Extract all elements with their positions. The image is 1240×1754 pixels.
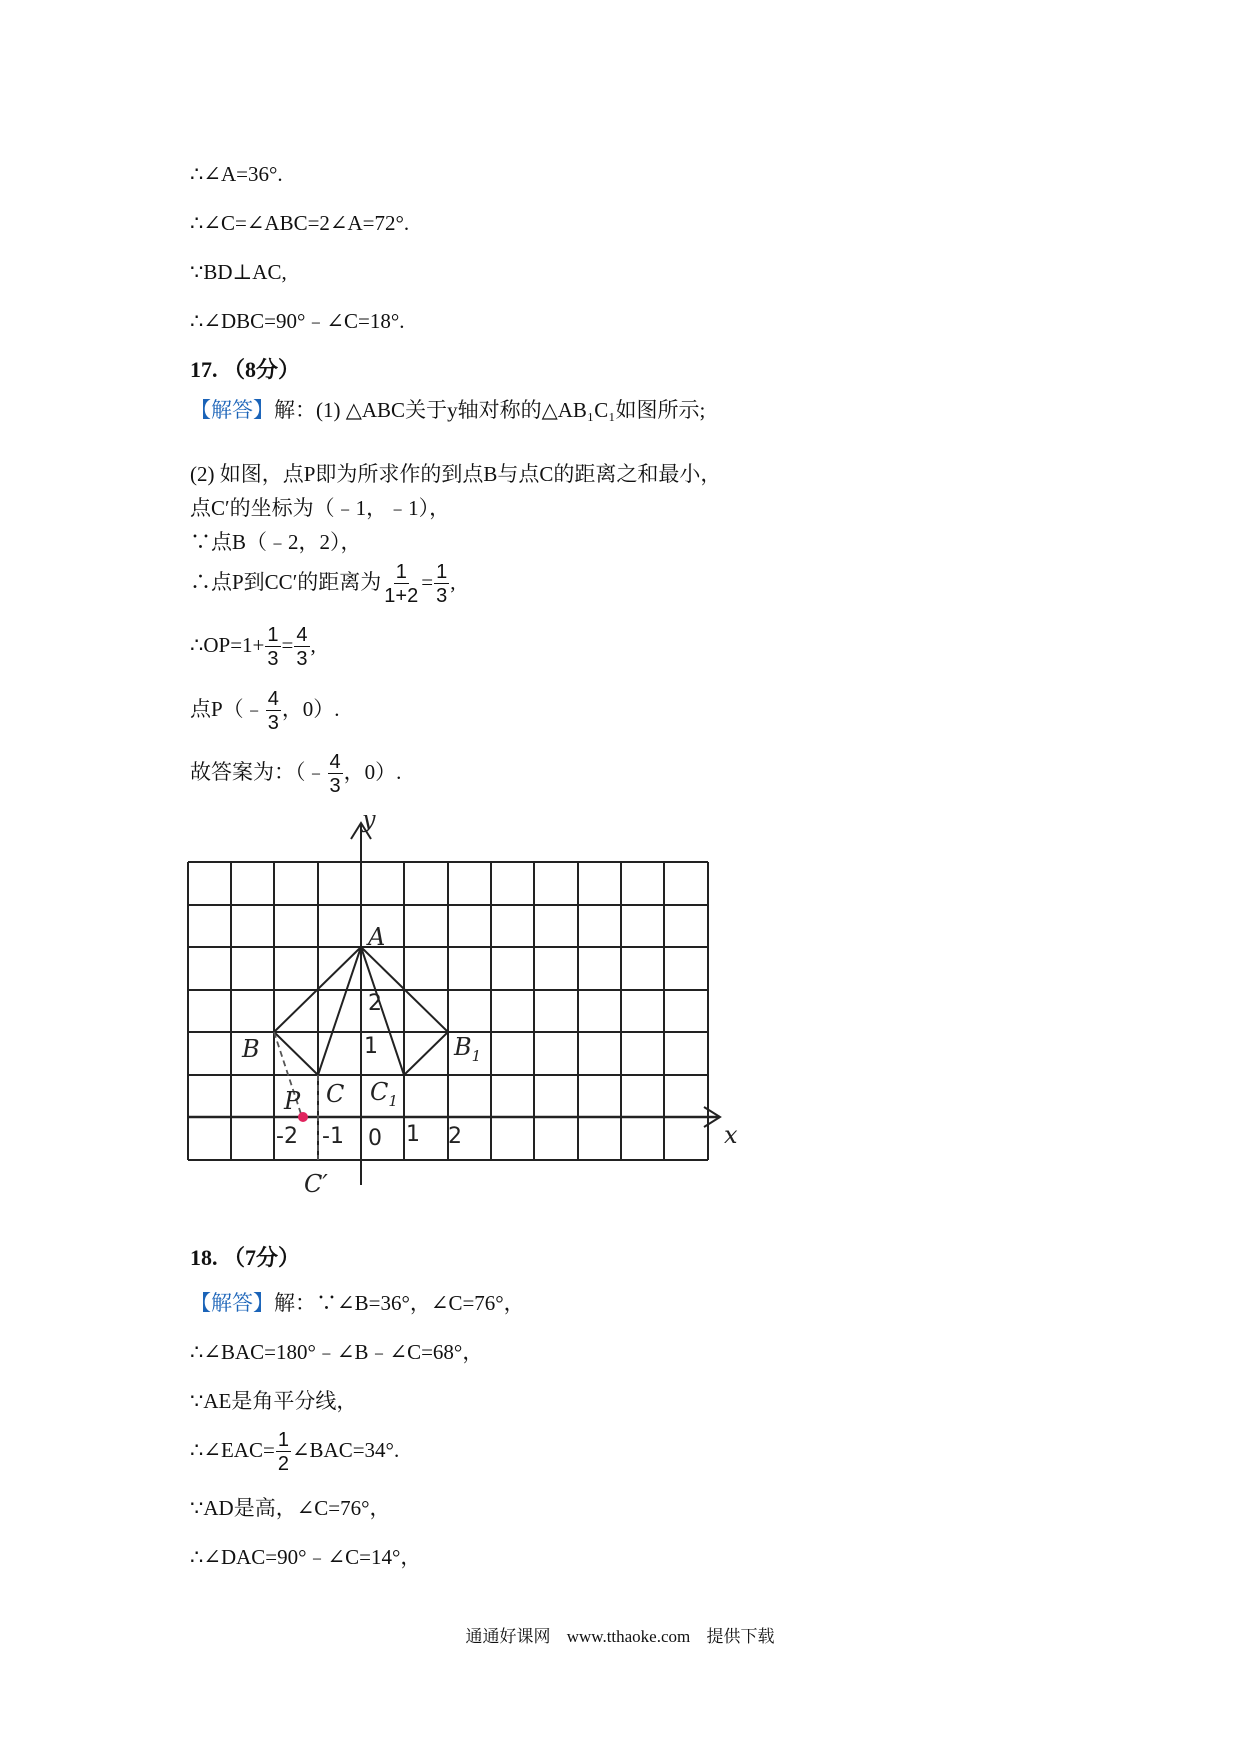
question-17-heading: 17. （8分） <box>190 357 301 382</box>
x-tick-1: 1 <box>406 1122 420 1147</box>
fraction <box>382 562 420 606</box>
q17-line-5 <box>190 562 455 606</box>
point-b-label: B <box>242 1035 260 1063</box>
equals-sign: = <box>421 569 434 594</box>
q17-line-8-text: 故答案为：（﹣ <box>190 759 327 784</box>
fraction <box>276 1430 291 1474</box>
point-b1-subscript: 1 <box>471 1047 482 1065</box>
q18-line-4-text: ∴∠EAC= <box>190 1437 275 1462</box>
comma: , <box>450 569 456 594</box>
q17-line-7-end: ，0）. <box>281 696 340 721</box>
text-line: ∴∠C=∠ABC=2∠A=72°. <box>190 211 410 235</box>
fraction-numerator: 1 <box>436 561 448 583</box>
q18-line-4-end: ∠BAC=34°. <box>291 1437 400 1462</box>
q18-line-2: ∴∠BAC=180°﹣∠B﹣∠C=68°， <box>190 1340 484 1364</box>
grid-lines <box>188 862 708 1160</box>
equals-sign: = <box>281 632 294 657</box>
y-tick-1: 1 <box>364 1034 378 1059</box>
q17-line-8 <box>190 752 401 796</box>
fraction <box>294 625 309 669</box>
fraction-numerator: 1 <box>395 561 407 583</box>
fraction-denominator: 3 <box>436 585 448 607</box>
fraction <box>434 562 449 606</box>
footer-url: www.tthaoke.com <box>566 1627 691 1646</box>
q17-line-2: (2) 如图，点P即为所求作的到点B与点C的距离之和最小， <box>190 462 722 486</box>
fraction-numerator: 1 <box>277 1429 289 1451</box>
q17-line-6 <box>190 625 316 669</box>
comma: , <box>310 632 316 657</box>
q18-line-4 <box>190 1430 399 1474</box>
text-line: ∴∠DBC=90°﹣∠C=18°. <box>190 309 405 333</box>
x-tick-2: 2 <box>448 1124 462 1149</box>
point-c1-letter: C <box>370 1078 389 1106</box>
fraction-numerator: 4 <box>329 751 341 773</box>
q17-line-1-text: 解：(1) △ABC关于y轴对称的△AB₁C₁如图所示; <box>274 398 706 422</box>
point-p-label: P <box>284 1087 301 1115</box>
point-b1-label <box>453 1033 481 1065</box>
footer-note: 提供下载 <box>706 1627 775 1646</box>
fraction-numerator: 4 <box>267 688 279 710</box>
y-axis-label: y <box>362 815 376 833</box>
origin-label: 0 <box>368 1126 382 1151</box>
x-axis-label: x <box>724 1121 738 1149</box>
footer-site-name: 通通好课网 <box>465 1627 551 1646</box>
q18-line-1-text: 解：∵∠B=36°，∠C=76°， <box>274 1291 525 1315</box>
q17-line-6-text: ∴OP=1+ <box>190 632 265 657</box>
fraction <box>266 689 281 733</box>
q18-line-1 <box>190 1293 525 1314</box>
fraction-numerator: 1 <box>267 624 279 646</box>
fraction-denominator: 1+2 <box>384 585 419 607</box>
fraction-denominator: 2 <box>277 1453 289 1475</box>
point-c1-subscript: 1 <box>388 1092 398 1110</box>
fraction <box>328 752 343 796</box>
coordinate-grid-figure <box>180 815 740 1205</box>
point-b1-letter: B <box>454 1033 472 1061</box>
text-line: ∵BD⊥AC, <box>190 260 287 284</box>
q17-line-1 <box>190 400 705 421</box>
fraction-denominator: 3 <box>329 775 341 797</box>
point-a-label: A <box>368 923 386 951</box>
text-line: ∴∠A=36°. <box>190 162 283 186</box>
answer-tag: 【解答】 <box>190 1291 274 1315</box>
point-c-prime-label: C′ <box>304 1170 328 1198</box>
question-18-heading: 18. （7分） <box>190 1245 301 1270</box>
fraction-denominator: 3 <box>267 648 279 670</box>
x-tick-minus-2: -2 <box>276 1124 298 1149</box>
q17-line-7-text: 点P（﹣ <box>190 696 265 721</box>
y-tick-2: 2 <box>368 991 382 1016</box>
q17-line-8-end: ，0）. <box>343 759 402 784</box>
point-c1-label <box>370 1078 398 1110</box>
point-c-label: C <box>326 1080 345 1108</box>
fraction <box>265 625 280 669</box>
q17-line-4: ∵点B（﹣2，2）， <box>190 530 362 554</box>
fraction-denominator: 3 <box>296 648 308 670</box>
x-tick-minus-1: -1 <box>322 1124 344 1149</box>
q17-line-5-text: ∴点P到CC′的距离为 <box>190 569 382 594</box>
q17-line-7 <box>190 689 340 733</box>
q18-line-3: ∵AE是角平分线， <box>190 1389 358 1413</box>
q18-line-5: ∵AD是高，∠C=76°， <box>190 1496 391 1520</box>
q17-line-3: 点C′的坐标为（﹣1，﹣1）， <box>190 496 451 520</box>
fraction-denominator: 3 <box>267 712 279 734</box>
q18-line-6: ∴∠DAC=90°﹣∠C=14°， <box>190 1545 422 1569</box>
fraction-numerator: 4 <box>296 624 308 646</box>
page-footer <box>0 1622 1240 1647</box>
answer-tag: 【解答】 <box>190 398 274 422</box>
